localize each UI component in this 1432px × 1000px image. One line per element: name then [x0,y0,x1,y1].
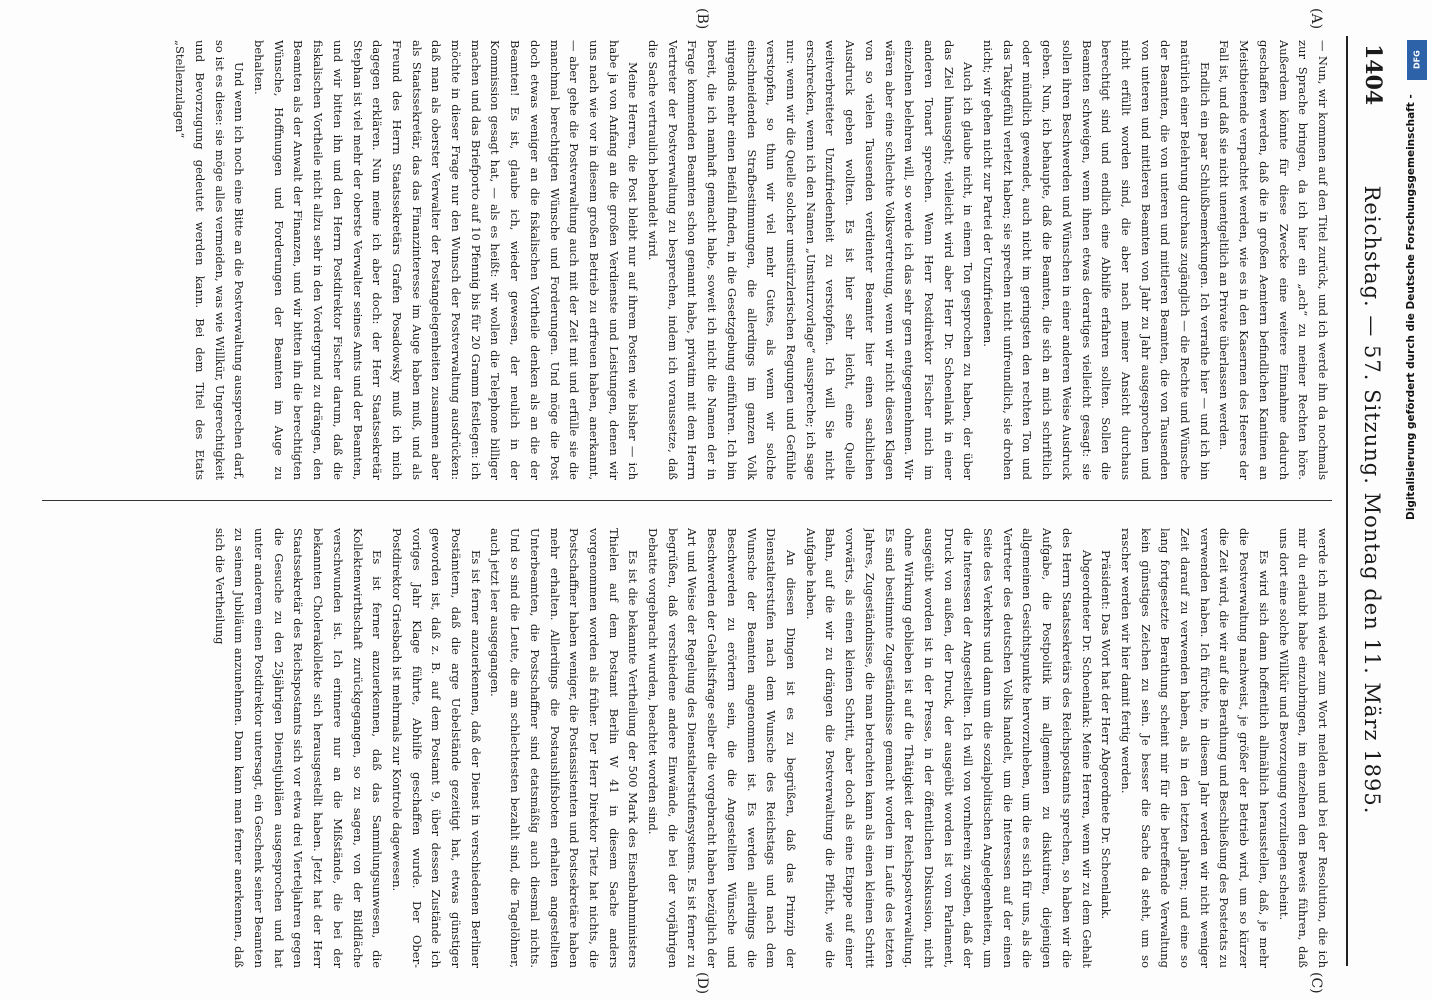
left-column [42,40,1332,480]
right-column [42,528,1332,968]
left-paragraph-2: Endlich ein paar Schlußbemerkungen. Ich verrathe hier — und ich bin natürlich einer Belehrung durchaus zugänglich — die Rechte und Wünsche der Beamten, die von unteren und mittleren Beamten, die von Tausenden von unteren und mittleren Beamten von Jahr zu Jahr ausgesprochen und nicht erfüllt worden sind, die aber nach meiner Ansicht durchaus berechtigt sind und endlich eine Abhilfe erfahren sollten. Sollen die Beamten schweigen, wenn ihnen etwas derartiges vielleicht gesagt: sie sollen ihren Beschwerden und Wünschen in einer anderen Weise Ausdruck geben. Nun, ich behaupte, daß die Beamten, die sich an mich schriftlich oder mündlich gewendet, auch nicht im geringsten den rechten Ton und das Taktgefühl verletzt haben; sie sprechen nicht unfreundlich, sie drohen nicht; wir gehen nicht zur Partei der Unzufriedenen. [981,40,1212,480]
page-number: 1404 [1360,44,1386,106]
right-paragraph-5: An diesen Dingen ist es zu begrüßen, daß das Prinzip der Dienstalterstufen nach dem Wunsche des Reichstags und nach dem Wunsche der Beamten angenommen ist. Es werden allerdings die Beschwerden zu erörtern sein, die die Angestellten Wünsche und Beschwerden der Gehaltsfrage selber die vorgebracht haben bezüglich der Art und Weise der Regelung des Dienstalterstufensystems. Es ist ferner zu begrüßen, daß verschiedene andere Einwände, die bei der vorjährigen Debatte vorgebracht wurden, beachtet worden sind. [646,528,799,968]
header-rule [1346,36,1348,966]
right-paragraph-7: Es ist ferner anzuerkennen, daß der Dienst in verschiedenen Berliner Postämtern, daß die arge Uebelstände gezeitigt hat, etwas günstiger geworden ist, daß z. B. auf dem Postamt 9, über dessen Zustände ich voriges Jahr Klage führte, Abhilfe geschaffen wurde. Der Ober-Postdirektor Griesbach ist mehrmals zur Kontrole dagewesen. [389,528,483,968]
margin-marker-a: (A) [1308,8,1324,30]
right-paragraph-8: Es ist ferner anzuerkennen, daß das Sammlungsunwesen, die Kollektenwirthschaft zurückgegangen, so zu sagen, von der Bildfläche verschwunden ist. Ich erinnere nur an die Mißstände, die bei der bekannten Cholerakollekte sich herausgestellt haben. Jetzt hat der Herr Staatssekretär des Reichspostamts sich vor etwa drei Vierteljahren gegen die Gesuche zu den 25jährigen Dienstjubiläen ausgesprochen und hat unter anderem einen Postdirektor untersagt, ein Geschenk seiner Beamten zu seinem Jubiläum anzunehmen. Dann kann man ferner anerkennen, daß sich die Vertheilung [212,528,385,968]
right-paragraph-1: werde ich mich wieder zum Wort melden und bei der Resolution, die ich mir du erlaubt habe einzubringen, im einzelnen den Beweis führen, daß uns dort eine solche Willkür und Bevorzugung vorzuliegen scheint. [1276,528,1330,968]
margin-marker-d: (D) [694,972,710,995]
right-paragraph-3: Präsident: Das Wort hat der Herr Abgeordnete Dr. Schoenlank. [1099,550,1114,920]
left-paragraph-3: Auch ich glaube nicht, in einem Ton gesprochen zu haben, der über das Ziel hinausgeht; vielleicht wird aber Herr Dr. Schoenlank in einer anderen Tonart sprechen. Wenn Herr Postdirektor Fischer mich im einzelnen belehren will, so werde ich das sehr gern entgegennehmen. Wir wären aber eine schlechte Volksvertretung, wenn wir nicht diesen Klagen von so vielen Tausenden verdienter Beamter hier einen sachlichen Ausdruck geben wollten. Es ist hier sehr leicht, eine Quelle weitverbreiteter Unzufriedenheit zu verstopfen. Ich will Sie nicht erschrecken, wenn ich den Namen „Umsturzvorlage“ ausspreche; ich sage nur: wenn wir die Quelle solcher umstürzlerischen Regungen und Gefühle verstopfen, so thun wir viel mehr Gutes, als wenn wir solche einschneidenden Strafbestimmungen, die allerdings im ganzen Volk nirgends mehr einen Beifall finden, in die Gesetzgebung einführen. Ich bin bereit, die ich namhaft gemacht habe, soweit ich nicht die Namen der in Frage kommenden Beamten schon genannt habe, privatim mit dem Herrn Vertreter der Postverwaltung zu besprechen, indem ich voraussetze, daß die Sache vertraulich behandelt wird. [646,40,976,480]
column-divider [42,500,1332,501]
left-paragraph-1: — Nun, wir kommen auf den Titel zurück, und ich werde ihn da nochmals zur Sprache bringen, da ich hier ein „ach“ zu meiner Rechten höre. Außerdem könnte für diese Zwecke eine weitere Einnahme dadurch geschaffen werden, daß die in großen Aemtern befindlichen Kantinen an Meistbietende verpachtet werden, wie es in den Kasernen des Heeres der Fall ist, und daß sie nicht unentgeltlich an Private überlassen werden. [1217,40,1330,480]
left-paragraph-5: Und wenn ich noch eine Bitte an die Postverwaltung aussprechen darf, so ist es diese: sie möge alles vermeiden, was wie Willkür, Ungerechtigkeit und Bevorzugung gedeutet werden kann. Bei dem Titel des Etats „Stellenzulagen“ [173,40,247,480]
digitization-credit: Digitalisierung gefördert durch die Deutsche Forschungsgemeinschaft - [1405,94,1417,520]
right-paragraph-4: Abgeordneter Dr. Schoenlank: Meine Herren, wenn wir zu dem Gehalt des Herrn Staatssekretärs des Reichspostamts sprechen, so haben wir die Aufgabe, die Postpolitik im allgemeinen zu diskutiren, diejenigen allgemeinen Gesichtspunkte hervorzuheben, um die es sich für uns, als die Vertreter des deutschen Volks handelt, um die Interessen auf der einen Seite des Verkehrs und dann um die sozialpolitischen Angelegenheiten, um die Interessen der Angestellten. Ich will von vornherein zugeben, daß der Druck von außen, der Druck, der ausgeübt worden ist vom Parlament, ausgeübt worden ist in der Presse, in der öffentlichen Diskussion, nicht ohne Wirkung geblieben ist auf die Thätigkeit der Reichspostverwaltung. Es sind bestimmte Zugeständnisse gemacht worden im Laufe des letzten Jahres, Zugeständnisse, die man betrachten kann als einen kleinen Schritt vorwärts, als einen kleinen Schritt, aber doch als eine Etappe auf einer Bahn, auf die wir zu drängen die Postverwaltung die Pflicht, wie die Aufgabe haben. [803,528,1094,968]
margin-marker-b: (B) [694,8,710,30]
page-header [1352,0,1392,1000]
left-paragraph-4: Meine Herren, die Post bleibt nur auf ihrem Posten wie bisher — ich habe ja von Anfang an die großen Verdienste und Leistungen, denen wir uns nach wie vor in diesem großen Betrieb zu erfreuen haben, anerkannt, — aber gehe die Postverwaltung auch mit der Zeit mit und erfülle sie die manchmal berechtigten Wünsche und Forderungen. Und möge die Post doch etwas weniger an die fiskalischen Vortheile denken als an die der Beamten! Es ist, glaube ich, wieder gewesen, der neulich in der Kommission gesagt hat, — als es heißt: wir wollen die Telephone billiger machen und das Briefporto auf 10 Pfennig bis für 20 Gramm festlegen: ich möchte in dieser Frage nur den Wunsch der Postverwaltung ausdrücken: daß man als oberster Verwalter der Postangelegenheiten zusammen aber als Staatssekretär, das das Finanzinteresse im Auge haben muß, und als Freund des Herrn Staatssekretärs Grafen Posadowsky muß ich mich dagegen erklären. Nun meine ich aber doch: der Herr Staatssekretär Stephan ist viel mehr der oberste Verwalter seines Amts und der Beamten, und wir bitten ihn und den Herrn Postdirektor Fischer darum, daß die fiskalischen Vortheile nicht allzu sehr in den Vordergrund zu drängen, den Beamten als der Anwalt der Finanzen, und wir bitten ihn die berechtigten Wünsche, Hoffnungen und Forderungen der Beamten im Auge zu behalten. [252,40,641,480]
right-paragraph-2: Es wird sich dann hoffentlich allmählich herausstellen, daß, je mehr die Postverwaltung nachweist, je größer der Betrieb wird, um so kürzer die Zeit wird, die wir auf die Berathung und Beschließung des Postetats zu verwenden haben. Ich fürchte, in diesem Jahr werden wir nicht weniger Zeit darauf zu verwenden haben, als in den letzten Jahren; und eine so lang fortgesetzte Berathung scheint mir für die betreffende Verwaltung kein günstiges Zeichen zu sein. Je besser die Sache da steht, um so rascher werden wir hier damit fertig werden. [1118,528,1271,968]
right-paragraph-6: Es ist die bekannte Vertheilung der 500 Mark des Eisenbahnministers Thielen auf dem Postamt Berlin W 41 in diesem Sache anders vorgenommen worden als früher. Der Herr Direktor Tietz hat nichts, die Postschaffner haben weniger, die Postassistenten und Postsekretäre haben mehr erhalten. Allerdings die Postaushilfsboten erhalten angestellten Unterbeamten, die Postschaffner sind etatsmäßig auch diesmal nichts. Und so sind die Leute, die am schlechtesten bezahlt sind, die Tagelöhner, auch jetzt leer ausgegangen. [488,528,641,968]
running-title: Reichstag. — 57. Sitzung. Montag den 11. März 1895. [1360,185,1384,815]
dfg-logo: DFG [1407,40,1427,80]
margin-marker-c: (C) [1308,972,1324,994]
